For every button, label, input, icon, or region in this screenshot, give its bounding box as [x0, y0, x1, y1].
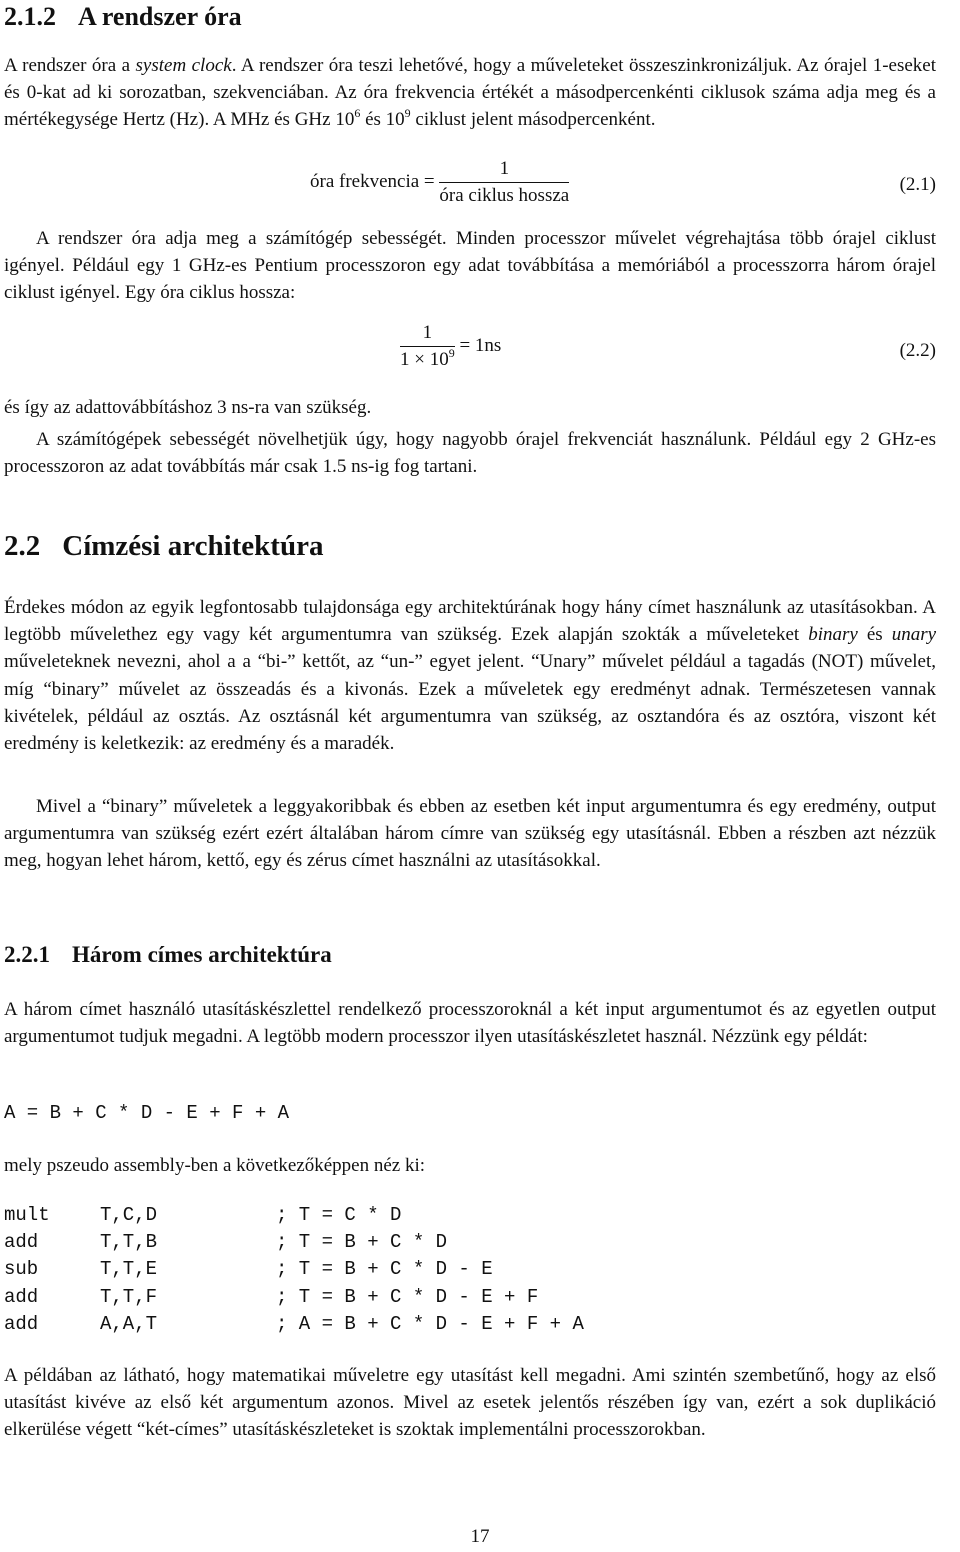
- fraction-denominator: óra ciklus hossza: [439, 182, 569, 207]
- code-line: [4, 1311, 584, 1338]
- code-comment: ; T = B + C * D - E: [276, 1258, 493, 1281]
- paragraph-clock-speed: A rendszer óra adja meg a számítógép sebességét. Minden processzor művelet végrehajtása több órajel ciklust igényel. Például egy 1 GHz-es Pentium processzoron egy adat továbbítása a memóriából a processzorra három órajel ciklust igényel. Egy óra ciklus hossza:: [4, 228, 936, 304]
- paragraph-example-explanation: A példában az látható, hogy matematikai műveletre egy utasítást kell megadni. Ami szintén szembetűnő, hogy az első utasítást kivéve az első két argumentum azonos. Mivel az esetek jelentős részében így van, ezért a sok duplikáció elkerülése végett “két-címes” utasításkészleteket is szoktak implementálni processzorokban.: [4, 1365, 936, 1441]
- paragraph-three-address: A három címet használó utasításkészlettel rendelkező processzoroknál a két input argumentumot és az egyetlen output argumentumot tudjuk megadni. A legtöbb modern processzor ilyen utasításkészletet használ. Nézzünk egy példát:: [4, 999, 936, 1048]
- code-line: [4, 1256, 584, 1283]
- code-listing: [4, 1202, 584, 1338]
- equation-fraction: [400, 322, 455, 371]
- equation-label-2-1: (2.1): [899, 174, 936, 195]
- code-args: T,T,E: [100, 1258, 158, 1281]
- code-op: add: [4, 1285, 39, 1308]
- section-heading-2-2: [4, 530, 323, 563]
- section-number: 2.1.2: [4, 2, 56, 31]
- fraction-denominator: $1 \times 10^9$: [400, 346, 455, 370]
- code-line: [4, 1284, 584, 1311]
- code-args: T,T,B: [100, 1231, 158, 1254]
- paragraph-binary-operations: Mivel a “binary” műveletek a leggyakoribbak és ebben az esetben két input argumentumra és egy eredmény, output argumentumra van szükség ezért ezért általában három címre van szükség egy utasításnál. Ebben a részben azt nézzük meg, hogyan lehet három, kettő, egy és zérus címet használni az utasításokkal.: [4, 796, 936, 872]
- term-unary: unary: [891, 624, 937, 646]
- paragraph-transfer-time: és így az adattovábbításhoz 3 ns-ra van szükség.: [4, 397, 372, 418]
- equation-fraction: [439, 158, 569, 207]
- code-comment: ; T = C * D: [276, 1204, 402, 1226]
- fraction-numerator: 1: [422, 322, 433, 343]
- equation-2-2: [400, 322, 501, 371]
- section-number: 2.2.1: [4, 942, 50, 967]
- code-comment: ; T = B + C * D: [276, 1231, 448, 1254]
- equation-lhs: óra frekvencia =: [310, 170, 435, 192]
- section-title: A rendszer óra: [78, 2, 242, 31]
- code-op: add: [4, 1312, 39, 1335]
- code-op: mult: [4, 1204, 50, 1226]
- paragraph-pseudo-assembly: mely pszeudo assembly-ben a következőképpen néz ki:: [4, 1155, 426, 1176]
- paragraph-faster-clock: A számítógépek sebességét növelhetjük úgy, hogy nagyobb órajel frekvenciát használunk. Például egy 2 GHz-es processzoron az adat továbbítás már csak 1.5 ns-ig fog tartani.: [4, 429, 936, 478]
- code-args: T,C,D: [100, 1204, 158, 1226]
- term-binary: binary: [808, 624, 858, 646]
- equation-rhs: = 1ns: [459, 334, 502, 356]
- section-heading-2-1-2: [4, 2, 242, 32]
- paragraph-addressing: Érdekes módon az egyik legfontosabb tulajdonsága egy architektúrának hogy hány címet használunk az utasításokban. A legtöbb művelethez egy vagy két argumentumra van szükség. Ezek alapján szokták a műveleteket binary és unary műveleteknek nevezni, ahol a a “bi-” kettőt, az “un-” egyet jelent. “Unary” művelet például a tagadás (NOT) művelet, míg “binary” művelet az összeadás és a kivonás. Ezek a műveletek egy eredményt adnak. Természetesen vannak kivételek, például az osztás. Az osztásnál két argumentumra van szükség, az osztandóra és az osztóra, viszont két eredmény is keletkezik: az eredmény és a maradék.: [4, 597, 937, 755]
- section-title: Címzési architektúra: [62, 530, 324, 562]
- section-title: Három címes architektúra: [72, 942, 332, 967]
- code-comment: ; T = B + C * D - E + F: [276, 1285, 539, 1308]
- term-system-clock: system clock: [135, 55, 232, 76]
- section-heading-2-2-1: [4, 942, 332, 968]
- code-args: A,A,T: [100, 1312, 158, 1335]
- page-number: 17: [470, 1526, 490, 1547]
- equation-2-1: [310, 158, 569, 207]
- equation-label-2-2: (2.2): [899, 340, 936, 361]
- paragraph-system-clock: A rendszer óra a system clock. A rendszer óra teszi lehetővé, hogy a műveleteket összeszinkronizáljuk. Az órajel 1-eseket és 0-kat ad ki sorozatban, szekvenciában. Az óra frekvencia értékét a másodpercenkénti ciklusok száma adja meg és a mértékegysége Hertz (Hz). A MHz és GHz $10^6$ és $10^9$ ciklust jelent másodpercenként.: [4, 55, 936, 131]
- code-comment: ; A = B + C * D - E + F + A: [276, 1312, 584, 1335]
- code-op: sub: [4, 1258, 39, 1281]
- fraction-numerator: 1: [499, 158, 510, 179]
- code-args: T,T,F: [100, 1285, 158, 1308]
- code-op: add: [4, 1231, 39, 1254]
- code-line: [4, 1229, 584, 1256]
- code-line: [4, 1202, 584, 1229]
- example-expression: A = B + C * D - E + F + A: [4, 1102, 290, 1124]
- section-number: 2.2: [4, 530, 41, 562]
